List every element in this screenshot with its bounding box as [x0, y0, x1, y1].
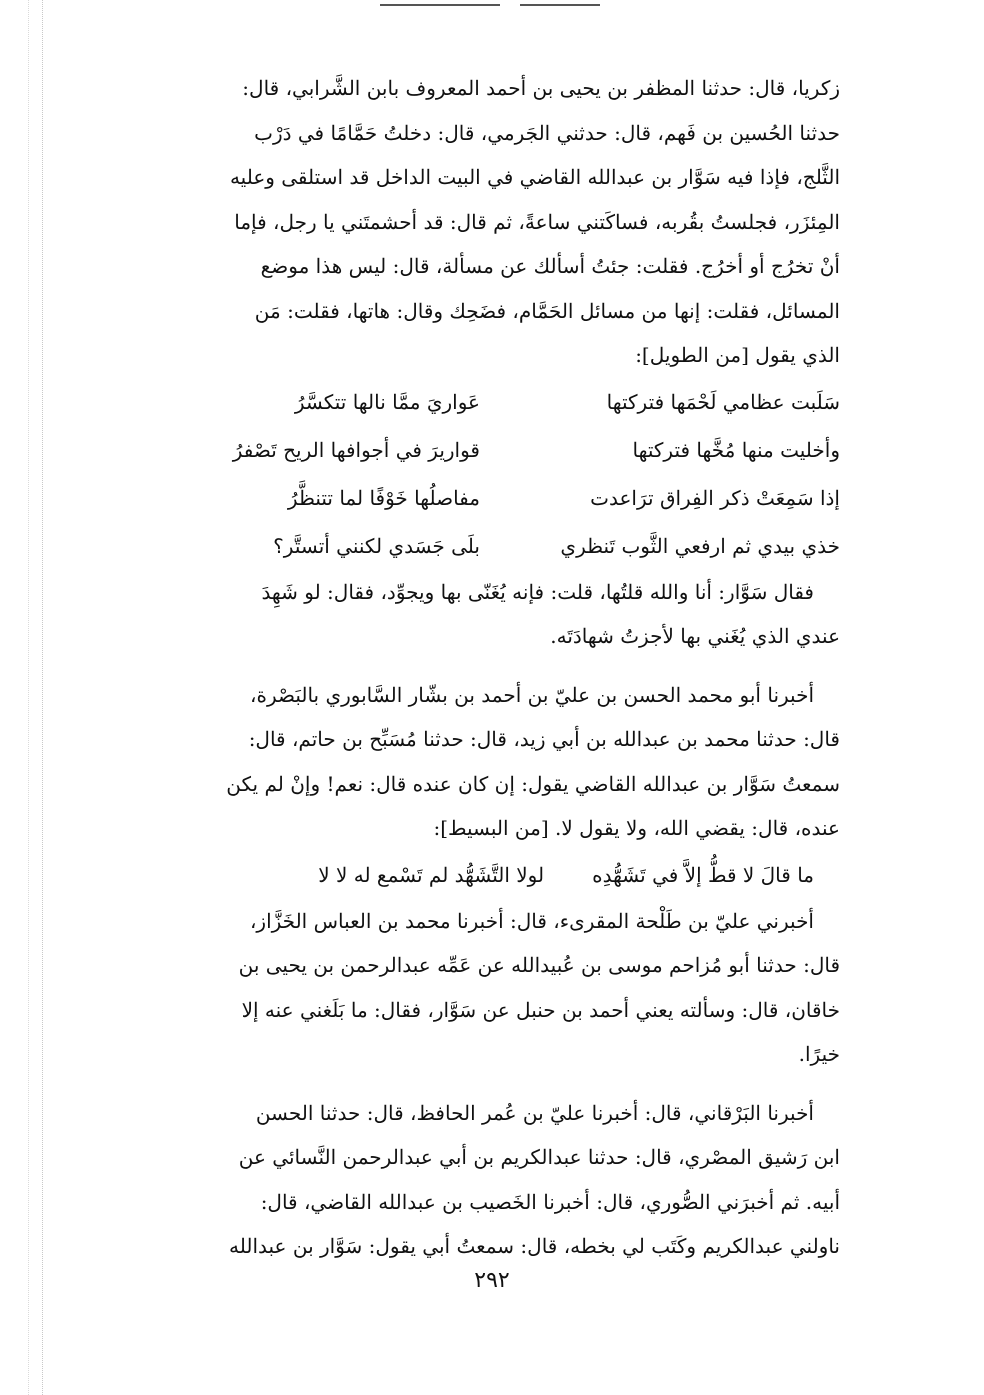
verse-first-hemistich: ما قالَ لا قطُّ إلاَّ في تَشَهُّدِه: [592, 862, 814, 887]
paragraph-gap: [150, 659, 840, 673]
text-line: المسائل، فقلت: إنها من مسائل الحَمَّام، فضَحِك وقال: هاتها، فقلت: مَن: [254, 298, 840, 323]
text-line: الذي يقول [من الطويل]:: [635, 343, 840, 367]
poem-verse: [150, 426, 840, 474]
scan-artifact-line: [28, 0, 29, 1395]
text-line: أخبرنا أبو محمد الحسن بن عليّ بن أحمد بن بشّار السَّابوري بالبَصْرة،: [250, 682, 814, 707]
text-line: أبيه. ثم أخبرَني الصُّوري، قال: أخبرنا الخَصيب بن عبدالله القاضي، قال:: [260, 1189, 840, 1214]
text-line: خيرًا.: [798, 1042, 840, 1066]
page-body: [150, 66, 840, 1269]
text-line: أخبرني عليّ بن طَلْحة المقرىء، قال: أخبرنا محمد بن العباس الخَزَّاز،: [249, 908, 814, 933]
poem-verse: [150, 522, 840, 570]
text-line: المِئزَر، فجلستُ بقُربه، فساكَتني ساعةً، ثم قال: قد أحشمتَني يا رجل، فإما: [234, 209, 840, 234]
verse-second-hemistich: عَواريَ ممَّا نالها تتكسَّرُ: [294, 389, 480, 414]
text-line: حدثنا الحُسين بن فَهم، قال: حدثني الجَرمي، قال: دخلتُ حَمَّامًا في دَرْب: [254, 120, 840, 145]
text-line: عنده، قال: يقضي الله، ولا يقول لا. [من البسيط]:: [433, 816, 840, 840]
text-line: ناولني عبدالكريم وكَتَب لي بخطه، قال: سمعتُ أبي يقول: سَوَّار بن عبدالله: [229, 1234, 840, 1258]
scan-artifact-mark: [520, 4, 600, 6]
verse-second-hemistich: قواريرَ في أجوافها الريح تَصْفرُ: [232, 437, 480, 462]
paragraph-gap: [150, 1077, 840, 1091]
verse-first-hemistich: وأخليت منها مُخَّها فتركتها: [632, 437, 840, 462]
text-line: ابن رَشيق المصْري، قال: حدثنا عبدالكريم بن أبي عبدالرحمن النَّسائي عن: [238, 1145, 840, 1169]
scan-artifact-mark: [380, 4, 500, 6]
verse-second-hemistich: بلَى جَسَدي لكنني أتستَّر؟: [273, 533, 480, 558]
text-line: الثَّلج، فإذا فيه سَوَّار بن عبدالله القاضي في البيت الداخل قد استلقى وعليه: [229, 165, 840, 189]
scan-artifact-line: [42, 0, 43, 1395]
text-line: قال: حدثنا أبو مُزاحم موسى بن عُبيدالله عن عَمِّه عبدالرحمن بن يحيى بن: [238, 953, 840, 977]
verse-second-hemistich: لولا التَّشَهُّد لم تَسْمع له لا لا: [318, 862, 545, 887]
text-line: قال: حدثنا محمد بن عبدالله بن أبي زيد، قال: حدثنا مُسَبِّح بن حاتم، قال:: [248, 727, 840, 751]
verse-first-hemistich: سَلَبت عظامي لَحْمَها فتركتها: [606, 389, 840, 414]
text-line: أنْ تخرُج أو أخرُج. فقلت: جئتُ أسألك عن مسألة، قال: ليس هذا موضع: [260, 254, 840, 278]
text-line: سمعتُ سَوَّار بن عبدالله القاضي يقول: إن كان عنده قال: نعم! وإنْ لم يكن: [226, 771, 840, 796]
poem-verse: [150, 378, 840, 426]
verse-first-hemistich: إذا سَمِعَتْ ذكر الفِراق ترَاعدت: [590, 485, 840, 510]
text-line: فقال سَوَّار: أنا والله قلتُها، قلت: فإنه يُغَنّى بها ويجوِّد، فقال: لو شَهِدَ: [261, 579, 814, 604]
page-number: ٢٩٢: [474, 1268, 510, 1293]
text-line: زكريا، قال: حدثنا المظفر بن يحيى بن أحمد المعروف بابن الشَّرابي، قال:: [242, 76, 840, 100]
poem-verse: [150, 474, 840, 522]
text-line: أخبرنا البَرْقاني، قال: أخبرنا عليّ بن عُمر الحافظ، قال: حدثنا الحسن: [255, 1100, 814, 1125]
verse-first-hemistich: خذي بيدي ثم ارفعي الثَّوب تَنظري: [560, 533, 840, 558]
poem-verse: [150, 851, 840, 899]
verse-second-hemistich: مفاصلُها خَوْفًا لما تتنظَّرُ: [287, 485, 480, 510]
text-line: عندي الذي يُغَني بها لأجزتُ شهادَتَه.: [550, 624, 840, 648]
text-line: خاقان، قال: وسألته يعني أحمد بن حنبل عن سَوَّار، فقال: ما بَلَغني عنه إلا: [241, 997, 840, 1022]
